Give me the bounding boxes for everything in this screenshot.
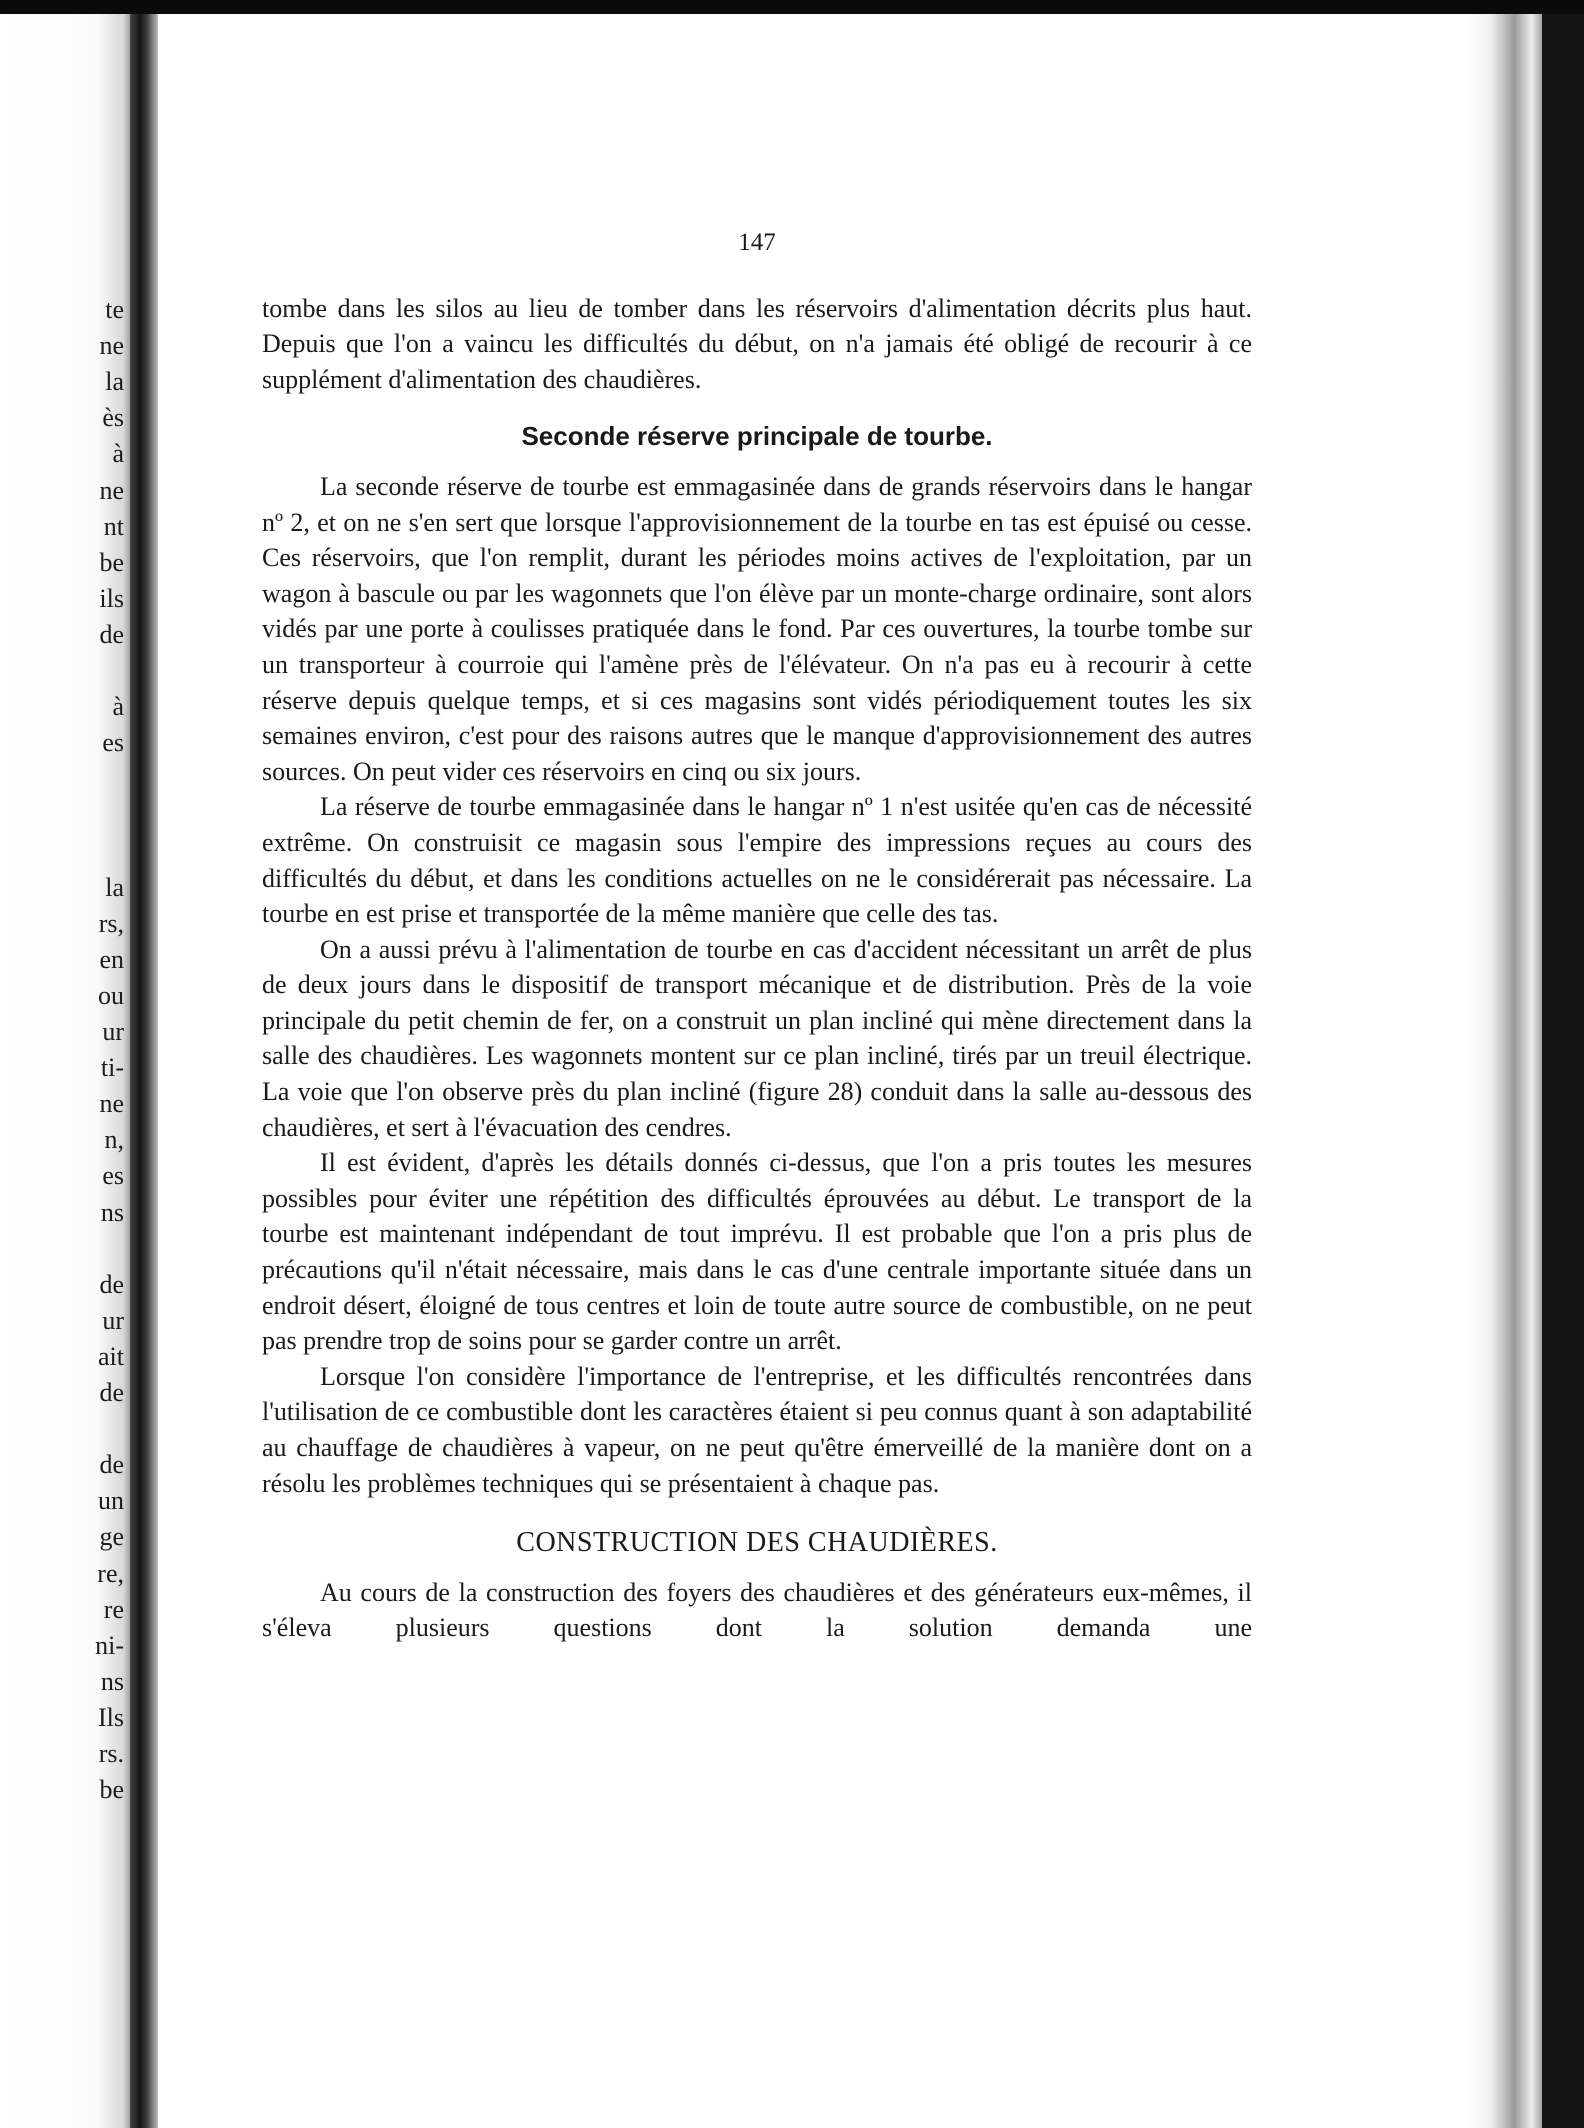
paragraph-hangar-reserve: La réserve de tourbe emmagasinée dans le hangar nº 1 n'est usitée qu'en cas de nécessité extrême. On construisit ce magasin sous l'empire des impressions reçues au cours des difficultés du début, et dans les conditions actuelles on ne le considérerait pas nécessaire. La tourbe en est prise et transportée de la même manière que celle des tas. (262, 792, 1252, 929)
facing-page-fragment: ès (102, 403, 124, 433)
facing-page-edge (0, 14, 140, 2128)
facing-page-fragment: ait (98, 1341, 124, 1371)
facing-page-fragment: n, (104, 1125, 124, 1155)
paragraph-continuation: tombe dans les silos au lieu de tomber dans les réservoirs d'alimentation décrits plus haut. Depuis que l'on a vaincu les difficultés du début, on n'a jamais été obligé de recourir à ce supplément d'alimentation des chaudières. (262, 293, 1252, 394)
facing-page-fragment: ns (100, 1197, 124, 1227)
facing-page-fragment: ne (99, 475, 124, 505)
facing-page-fragment: ne (99, 1089, 124, 1119)
scan-top-border (0, 0, 1584, 14)
facing-page-fragment: ur (102, 1017, 124, 1046)
page-number: 147 (738, 229, 776, 256)
facing-page-fragment: re (103, 1594, 124, 1624)
book-cover-edge (1542, 14, 1584, 2128)
facing-page-fragment: de (99, 1269, 124, 1299)
page-content (262, 225, 1252, 1646)
facing-page-fragment: be (99, 547, 124, 577)
facing-page-fragment: de (99, 1450, 124, 1480)
paragraph-construction: Au cours de la construction des foyers des chaudières et des générateurs eux-mêmes, il s'éleva plusieurs questions dont la solution demanda une (262, 1577, 1252, 1643)
facing-page-fragment: es (102, 1161, 124, 1191)
paragraph-precautions: Il est évident, d'après les détails donnés ci-dessus, que l'on a pris toutes les mesures possibles pour éviter une répétition des difficultés éprouvées au début. Le transport de la tourbe est maintenant indépendant de tout imprévu. Il est probable que l'on a pris plus de précautions qu'il n'était nécessaire, mais dans le cas d'une centrale importante située dans un endroit désert, éloigné de tous centres et loin de toute autre source de combustible, on ne peut pas prendre trop de soins pour se garder contre un arrêt. (262, 1148, 1252, 1356)
facing-page-fragment: nt (103, 511, 124, 541)
facing-page-fragment: ou (98, 980, 124, 1010)
facing-page-fragment: ne (99, 331, 124, 361)
facing-page-fragment: ti- (100, 1053, 124, 1083)
facing-page-fragment: ge (99, 1522, 124, 1552)
facing-page-fragment: ni- (95, 1630, 124, 1660)
facing-page-fragment: à (112, 692, 124, 722)
facing-page-fragment: es (102, 728, 124, 758)
paragraph-conclusion: Lorsque l'on considère l'importance de l'entreprise, et les difficultés rencontrées dans l'utilisation de ce combustible dont les caractères étaient si peu connus quant à son adaptabilité au chauffage de chaudières à vapeur, on ne peut qu'être émerveillé de la manière dont on a résolu les problèmes techniques qui se présentaient à chaque pas. (262, 1361, 1252, 1498)
section-heading-construction: CONSTRUCTION DES CHAUDIÈRES. (516, 1527, 998, 1559)
facing-page-fragment: ns (100, 1666, 124, 1696)
facing-page-fragment: re, (97, 1558, 124, 1588)
facing-page-fragment: un (98, 1486, 124, 1516)
paragraph-second-reserve: La seconde réserve de tourbe est emmagasinée dans de grands réservoirs dans le hangar nº 2, et on ne s'en sert que lorsque l'approvisionnement de la tourbe en tas est épuisé ou cesse. Ces réservoirs, que l'on remplit, durant les périodes moins actives de l'exploitation, par un wagon à bascule ou par les wagonnets que l'on élève par un monte-charge ordinaire, sont alors vidés par une porte à coulisses pratiquée dans le fond. Par ces ouvertures, la tourbe tombe sur un transporteur à courroie qui l'amène près de l'élévateur. On n'a pas eu à recourir à cette réserve depuis quelque temps, et si ces magasins sont vidés périodiquement toutes les six semaines environ, c'est pour des raisons autres que le manque d'approvisionnement des autres sources. On peut vider ces réservoirs en cinq ou six jours. (262, 471, 1252, 786)
facing-page-fragment: à (112, 439, 124, 469)
facing-page-fragment: la (105, 367, 124, 397)
facing-page-fragment: rs. (98, 1739, 124, 1768)
facing-page-fragment: en (99, 944, 124, 974)
section-heading-reserve: Seconde réserve principale de tourbe. (521, 421, 993, 452)
facing-page-fragment: be (99, 1775, 124, 1805)
facing-page-fragment: ils (99, 583, 124, 613)
facing-page-fragment: de (99, 1378, 124, 1407)
book-gutter (130, 14, 158, 2128)
facing-page-fragment: Ils (98, 1702, 124, 1732)
facing-page-fragment: ur (102, 1305, 124, 1335)
facing-page-fragment: la (105, 872, 124, 902)
facing-page-fragment: rs, (98, 908, 124, 938)
facing-page-fragment: de (99, 619, 124, 649)
facing-page-fragment: te (105, 295, 124, 324)
paragraph-inclined-plane: On a aussi prévu à l'alimentation de tourbe en cas d'accident nécessitant un arrêt de plus de deux jours dans le dispositif de transport mécanique et de distribution. Près de la voie principale du petit chemin de fer, on a construit un plan incliné qui mène directement dans la salle des chaudières. Les wagonnets montent sur ce plan incliné, tirés par un treuil électrique. La voie que l'on observe près du plan incliné (figure 28) conduit dans la salle au-dessous des chaudières, et sert à l'évacuation des cendres. (262, 934, 1252, 1142)
